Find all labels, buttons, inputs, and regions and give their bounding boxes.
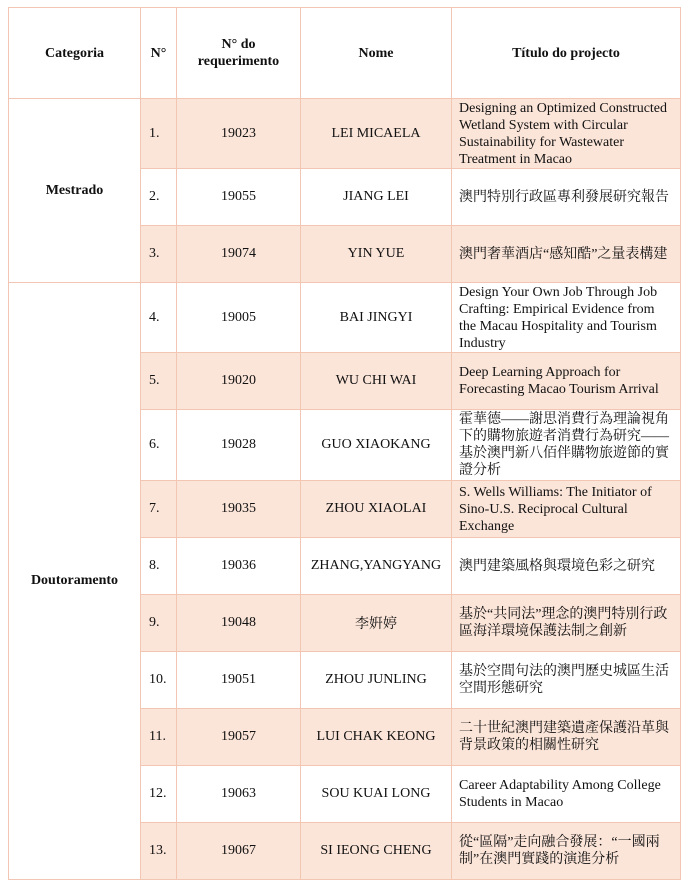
row-number: 10. bbox=[141, 652, 177, 709]
row-nome: BAI JINGYI bbox=[301, 283, 452, 353]
row-titulo: 基於“共同法”理念的澳門特別行政區海洋環境保護法制之創新 bbox=[452, 595, 681, 652]
row-requerimento: 19055 bbox=[177, 169, 301, 226]
row-number: 2. bbox=[141, 169, 177, 226]
row-requerimento: 19028 bbox=[177, 410, 301, 481]
row-titulo: 澳門特別行政區專利發展研究報告 bbox=[452, 169, 681, 226]
header-titulo: Título do projecto bbox=[452, 8, 681, 99]
row-requerimento: 19057 bbox=[177, 709, 301, 766]
row-titulo: 澳門建築風格與環境色彩之研究 bbox=[452, 538, 681, 595]
category-doutoramento: Doutoramento bbox=[9, 283, 141, 880]
row-number: 3. bbox=[141, 226, 177, 283]
header-requerimento-line2: requerimento bbox=[197, 54, 280, 69]
row-requerimento: 19063 bbox=[177, 766, 301, 823]
row-requerimento: 19005 bbox=[177, 283, 301, 353]
row-nome: SI IEONG CHENG bbox=[301, 823, 452, 880]
row-number: 6. bbox=[141, 410, 177, 481]
row-requerimento: 19051 bbox=[177, 652, 301, 709]
row-nome: ZHOU XIAOLAI bbox=[301, 481, 452, 538]
row-requerimento: 19048 bbox=[177, 595, 301, 652]
header-requerimento bbox=[177, 8, 301, 99]
header-requerimento-line1: N° do bbox=[221, 37, 256, 52]
row-requerimento: 19074 bbox=[177, 226, 301, 283]
row-requerimento: 19020 bbox=[177, 353, 301, 410]
header-categoria: Categoria bbox=[9, 8, 141, 99]
row-nome: YIN YUE bbox=[301, 226, 452, 283]
header-numero: N° bbox=[141, 8, 177, 99]
row-titulo: 基於空間句法的澳門歷史城區生活空間形態研究 bbox=[452, 652, 681, 709]
table-row bbox=[9, 283, 681, 353]
row-titulo: 霍華德——謝思消費行為理論視角下的購物旅遊者消費行為研究——基於澳門新八佰伴購物旅遊節的實證分析 bbox=[452, 410, 681, 481]
row-titulo: Deep Learning Approach for Forecasting Macao Tourism Arrival bbox=[452, 353, 681, 410]
row-titulo: 澳門奢華酒店“感知酷”之量表構建 bbox=[452, 226, 681, 283]
row-titulo: 從“區隔”走向融合發展：“一國兩制”在澳門實踐的演進分析 bbox=[452, 823, 681, 880]
row-number: 11. bbox=[141, 709, 177, 766]
row-titulo: S. Wells Williams: The Initiator of Sino-U.S. Reciprocal Cultural Exchange bbox=[452, 481, 681, 538]
row-number: 4. bbox=[141, 283, 177, 353]
row-number: 12. bbox=[141, 766, 177, 823]
row-number: 7. bbox=[141, 481, 177, 538]
header-row bbox=[9, 8, 681, 99]
row-requerimento: 19035 bbox=[177, 481, 301, 538]
row-titulo: Designing an Optimized Constructed Wetland System with Circular Sustainability for Wastewater Treatment in Macao bbox=[452, 99, 681, 169]
row-number: 8. bbox=[141, 538, 177, 595]
row-requerimento: 19036 bbox=[177, 538, 301, 595]
row-requerimento: 19067 bbox=[177, 823, 301, 880]
project-table bbox=[8, 7, 681, 880]
row-nome: WU CHI WAI bbox=[301, 353, 452, 410]
row-titulo: Career Adaptability Among College Students in Macao bbox=[452, 766, 681, 823]
row-number: 13. bbox=[141, 823, 177, 880]
row-nome: 李姸婷 bbox=[301, 595, 452, 652]
row-nome: LUI CHAK KEONG bbox=[301, 709, 452, 766]
row-requerimento: 19023 bbox=[177, 99, 301, 169]
row-nome: ZHANG,YANGYANG bbox=[301, 538, 452, 595]
row-nome: LEI MICAELA bbox=[301, 99, 452, 169]
category-mestrado: Mestrado bbox=[9, 99, 141, 283]
header-nome: Nome bbox=[301, 8, 452, 99]
row-titulo: Design Your Own Job Through Job Crafting: Empirical Evidence from the Macau Hospitality and Tourism Industry bbox=[452, 283, 681, 353]
row-nome: ZHOU JUNLING bbox=[301, 652, 452, 709]
row-number: 9. bbox=[141, 595, 177, 652]
row-number: 5. bbox=[141, 353, 177, 410]
row-nome: SOU KUAI LONG bbox=[301, 766, 452, 823]
row-nome: JIANG LEI bbox=[301, 169, 452, 226]
row-titulo: 二十世紀澳門建築遺產保護沿革與背景政策的相關性研究 bbox=[452, 709, 681, 766]
table-row bbox=[9, 99, 681, 169]
row-number: 1. bbox=[141, 99, 177, 169]
row-nome: GUO XIAOKANG bbox=[301, 410, 452, 481]
